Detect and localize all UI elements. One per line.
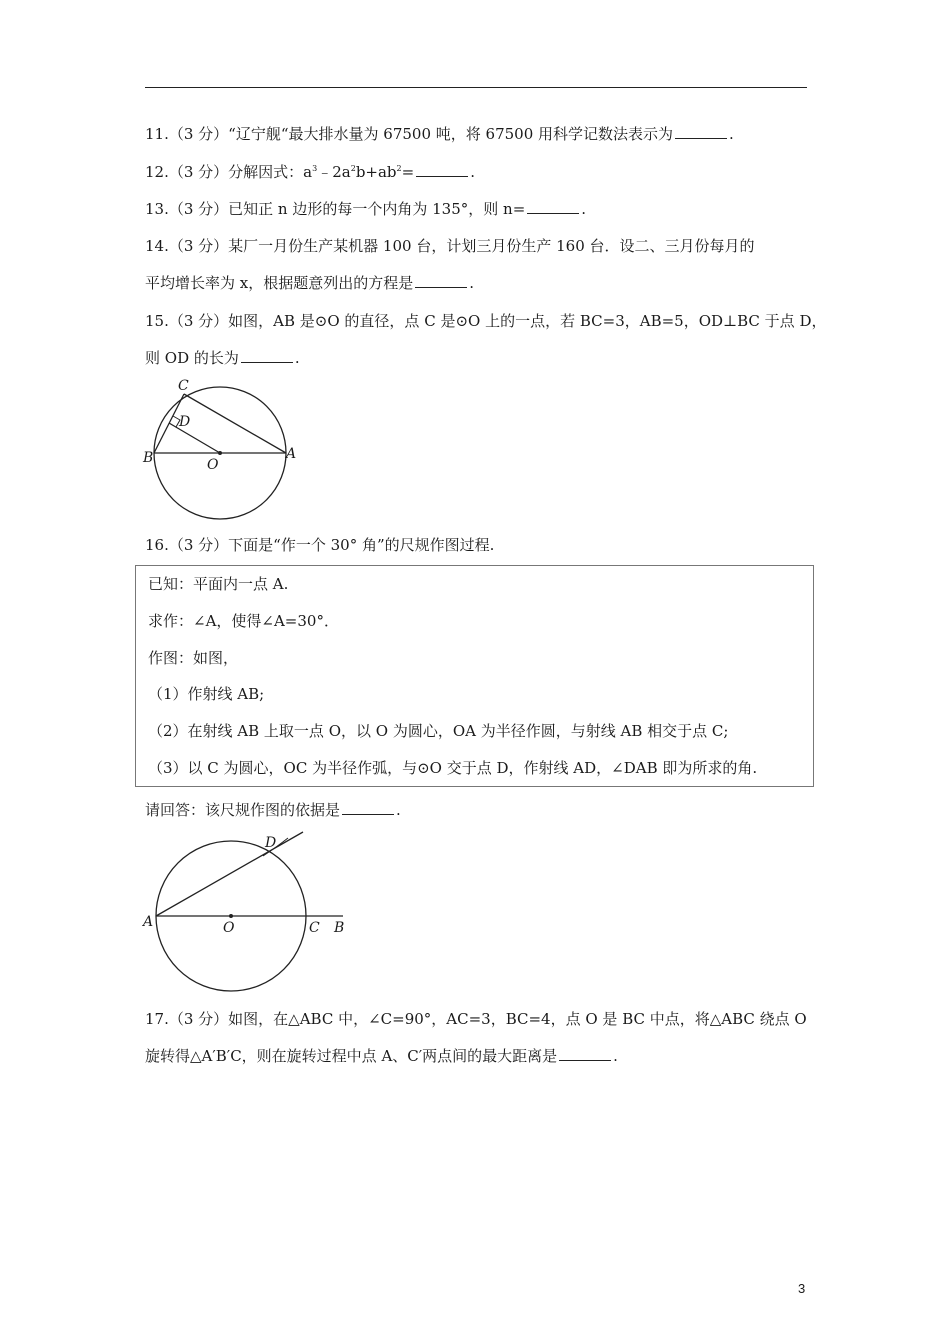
box-line-required: 求作：∠A，使得∠A=30°． (148, 612, 339, 630)
box-line-step-2: （2）在射线 AB 上取一点 O，以 O 为圆心，OA 为半径作圆，与射线 AB 相交于点 C; (148, 722, 729, 740)
answer-blank (527, 199, 579, 214)
box-line-step-1: （1）作射线 AB; (148, 685, 265, 703)
label-d: D (179, 414, 191, 430)
question-16-title (145, 535, 494, 555)
period: . (470, 163, 475, 181)
answer-blank (342, 800, 394, 815)
answer-blank (416, 162, 468, 177)
exponent: 3 (312, 164, 318, 173)
exponent: 2 (350, 164, 356, 173)
question-12 (145, 162, 475, 182)
box-line-step-3: （3）以 C 为圆心，OC 为半径作弧，与⊙O 交于点 D，作射线 AD，∠DAB 即为所求的角. (148, 759, 758, 777)
question-17-text: 17.（3 分）如图，在△ABC 中，∠C=90°，AC=3，BC=4，点 O 是 BC 中点，将△ABC 绕点 O (145, 1010, 807, 1028)
label-o: O (207, 457, 219, 473)
construction-steps-box (135, 565, 814, 787)
question-14-text: 平均增长率为 x，根据题意列出的方程是 (145, 274, 414, 292)
answer-blank (675, 124, 727, 139)
segment-od (169, 423, 220, 453)
page-number: 3 (798, 1281, 806, 1296)
question-16-text: 16.（3 分）下面是“作一个 30° 角”的尺规作图过程. (145, 536, 495, 554)
label-c: C (178, 378, 189, 394)
period: . (613, 1047, 618, 1065)
question-13-text: 13.（3 分）已知正 n 边形的每一个内角为 135°，则 n= (145, 200, 526, 218)
question-16-answer-text: 请回答：该尺规作图的依据是 (145, 801, 341, 819)
box-line-construction: 作图：如图， (148, 649, 239, 667)
question-12-text: 12.（3 分）分解因式：a (145, 163, 313, 181)
label-b: B (143, 450, 154, 466)
question-17-text: 旋转得△A′B′C，则在旋转过程中点 A、C′两点间的最大距离是 (145, 1047, 558, 1065)
answer-blank (415, 273, 467, 288)
center-point-o (218, 451, 222, 455)
question-16-answer (145, 800, 401, 820)
question-17-line-1 (145, 1009, 807, 1029)
period: . (294, 349, 300, 367)
question-12-text: ﹣2a (317, 163, 351, 181)
chord-ca (184, 394, 286, 453)
label-d: D (265, 835, 277, 851)
label-b: B (334, 920, 345, 936)
label-c: C (309, 920, 320, 936)
center-point-o (229, 914, 233, 918)
question-12-text: b+ab (355, 163, 397, 181)
ray-ad (156, 832, 303, 916)
answer-blank (559, 1046, 611, 1061)
question-15-line-1 (145, 311, 826, 331)
period: . (396, 801, 401, 819)
period: . (469, 274, 475, 292)
question-12-text: = (401, 163, 415, 181)
question-14-text: 14.（3 分）某厂一月份生产某机器 100 台，计划三月份生产 160 台．设二、三月份每月的 (145, 237, 755, 255)
question-14-line-2 (145, 273, 474, 293)
box-line-given: 已知：平面内一点 A. (148, 575, 289, 593)
question-15-text: 则 OD 的长为 (145, 349, 239, 367)
header-rule (145, 87, 807, 88)
question-15-text: 15.（3 分）如图，AB 是⊙O 的直径，点 C 是⊙O 上的一点，若 BC=3，AB=5，OD⊥BC 于点 D， (145, 312, 827, 330)
question-17-line-2 (145, 1046, 618, 1066)
exponent: 2 (396, 164, 402, 173)
label-o: O (223, 920, 235, 936)
q15-circle-figure (138, 376, 308, 524)
question-11-text: 11.（3 分）“辽宁舰“最大排水量为 67500 吨，将 67500 用科学记数法表示为 (145, 125, 674, 143)
period: . (729, 125, 734, 143)
period: . (581, 200, 587, 218)
answer-blank (241, 348, 293, 363)
label-a: A (143, 914, 154, 930)
label-a: A (286, 446, 297, 462)
question-11 (145, 124, 734, 144)
q16-construction-figure (138, 826, 358, 996)
question-14-line-1 (145, 236, 755, 256)
question-15-line-2 (145, 348, 300, 368)
question-13 (145, 199, 586, 219)
